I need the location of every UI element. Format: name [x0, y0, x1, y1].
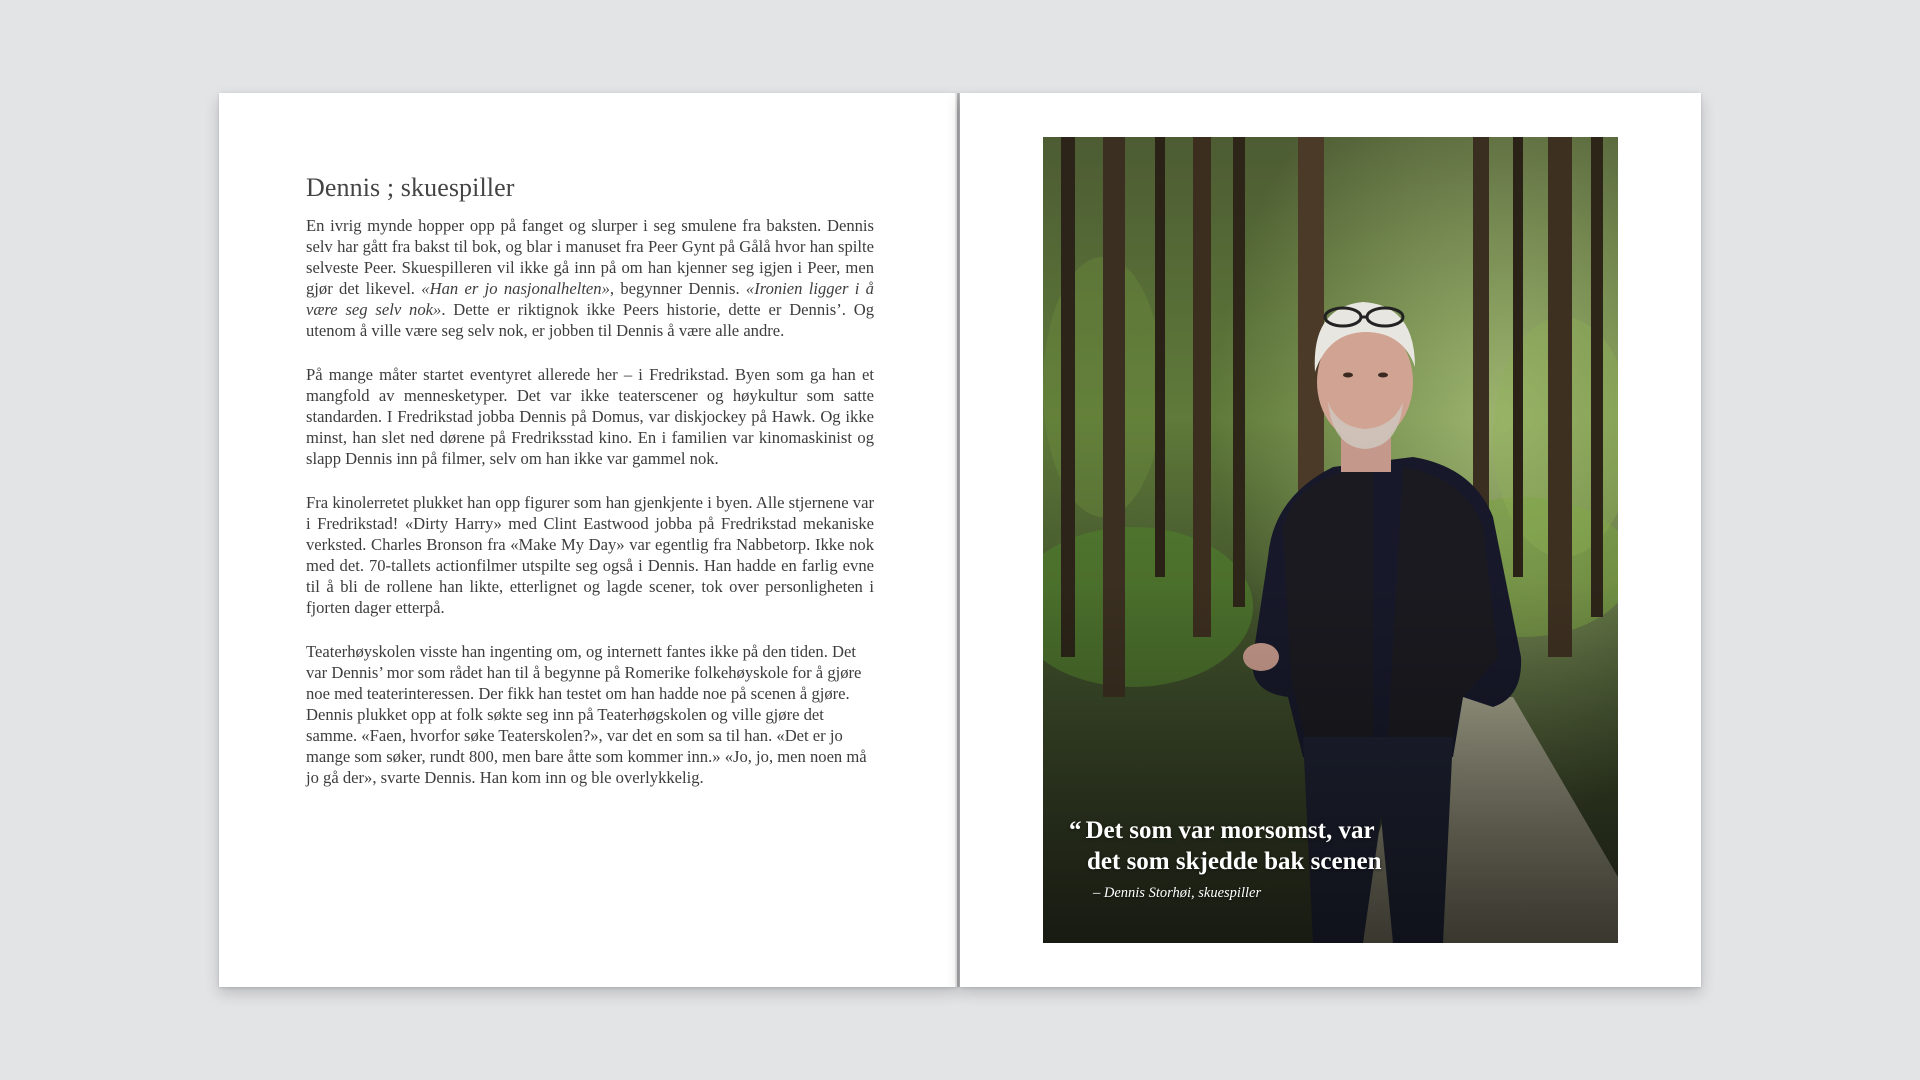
- book-spread: [219, 93, 1701, 987]
- paragraph-text: , begynner Dennis.: [609, 279, 746, 298]
- right-page: [960, 93, 1701, 987]
- paragraph-text: Fra kinolerretet plukket han opp figurer som han gjenkjente i byen. Alle stjernene var i Fredrikstad! «Dirty Harry» med Clint Eastwood jobba på Fredrikstad mekaniske verksted. Charles Bronson fra «Make My Day» var egentlig fra Nabbetorp. Ikke nok med det. 70-tallets actionfilmer utspilte seg også i Dennis. Han hadde en farlig evne til å bli de rollene han likte, etterlignet og lagde scener, tok over personligheten i fjorten dager etterpå.: [306, 493, 874, 617]
- quote-line-2: det som skjedde bak scenen: [1087, 848, 1382, 875]
- quote-mark: “: [1069, 817, 1082, 844]
- article-paragraph: [306, 215, 874, 341]
- paragraph-text: Teaterhøyskolen visste han ingenting om, og internett fantes ikke på den tiden. Det var Dennis’ mor som rådet han til å begynne på Romerike folkehøyskole for å gjøre noe med teaterinteressen. Der fikk han testet om han hadde noe på scenen å gjøre. Dennis plukket opp at folk søkte seg inn på Teaterhøgskolen og ville gjøre det samme. «Faen, hvorfor søke Teaterskolen?», var det en som sa til han. «Det er jo mange som søker, rundt 800, men bare åtte som kommer inn.» «Jo, jo, men noen må jo gå der», svarte Dennis. Han kom inn og ble overlykkelig.: [306, 642, 867, 787]
- italic-quote-text: «Ironien ligger i å være seg selv nok»: [306, 279, 874, 319]
- article-paragraph: [306, 492, 874, 618]
- page-title: Dennis ; skuespiller: [306, 173, 515, 202]
- italic-quote-text: «Han er jo nasjonalhelten»: [421, 279, 610, 298]
- pull-quote: [1069, 815, 1589, 877]
- paragraph-text: På mange måter startet eventyret allerede her – i Fredrikstad. Byen som ga han et mangfold av mennesketyper. Det var ikke teaterscener og høykultur som satte standarden. I Fredrikstad jobba Dennis på Domus, var diskjockey på Hawk. Og ikke minst, han slet ned dørene på Fredriksstad kino. En i familien var kinomaskinist og slapp Dennis inn på filmer, selv om han ikke var gammel nok.: [306, 365, 874, 468]
- quote-attribution: – Dennis Storhøi, skuespiller: [1093, 885, 1262, 901]
- quote-line-1: Det som var morsomst, var: [1085, 817, 1375, 844]
- paragraph-text: En ivrig mynde hopper opp på fanget og slurper i seg smulene fra baksten. Dennis selv har gått fra bakst til bok, og blar i manuset fra Peer Gynt på Gålå hvor han spilte selveste Peer. Skuespilleren vil ikke gå inn på om han kjenner seg igjen i Peer, men gjør det likevel.: [306, 216, 874, 298]
- left-page: [219, 93, 957, 987]
- article-paragraph: [306, 364, 874, 469]
- portrait-photo: [1043, 137, 1618, 943]
- article-paragraph: [306, 641, 874, 788]
- article-text: [306, 173, 874, 811]
- article-body: [306, 215, 874, 788]
- paragraph-text: . Dette er riktignok ikke Peers historie, dette er Dennis’. Og utenom å ville være seg selv nok, er jobben til Dennis å være alle andre.: [306, 300, 874, 340]
